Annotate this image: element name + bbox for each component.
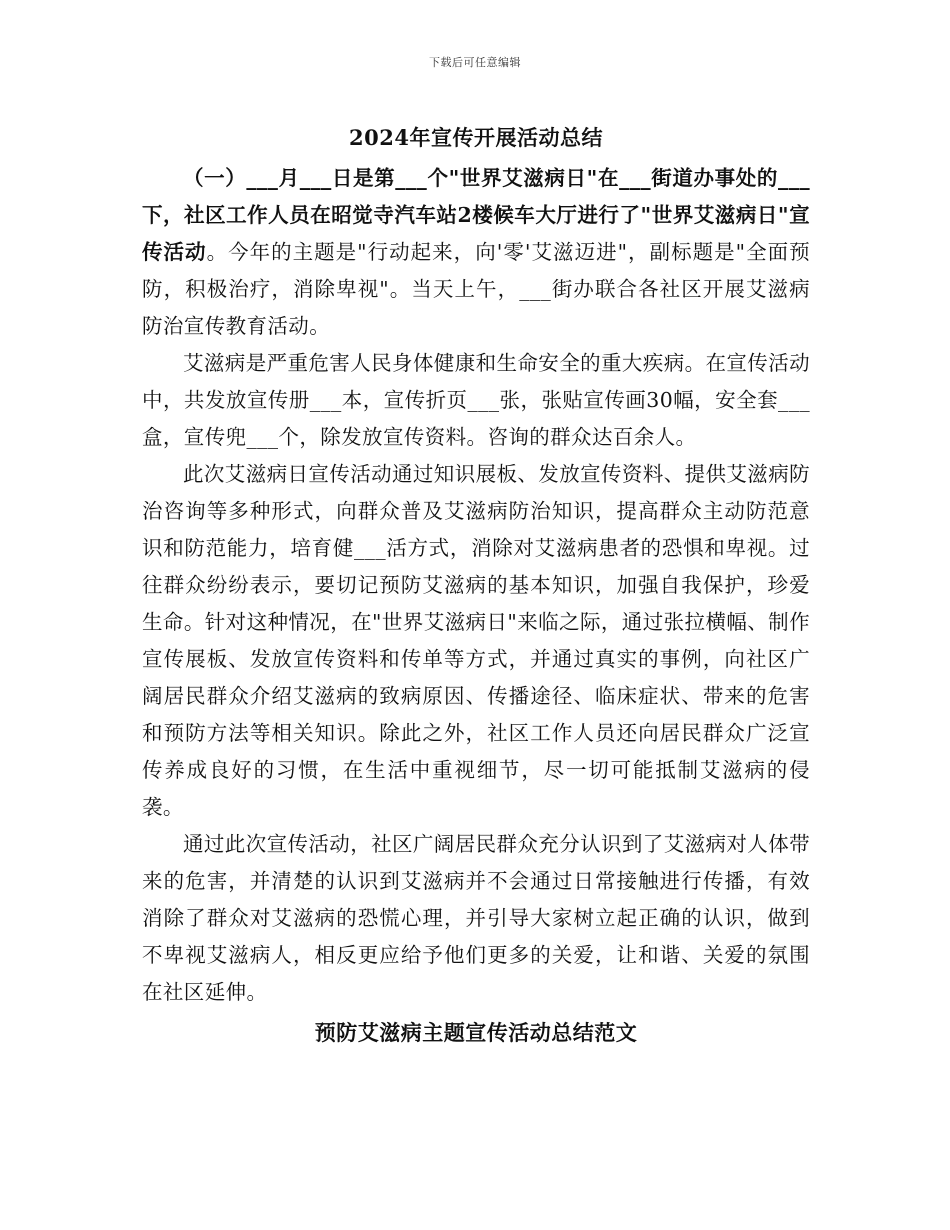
paragraph-4: 通过此次宣传活动，社区广阔居民群众充分认识到了艾滋病对人体带来的危害，并清楚的认识到艾滋病并不会通过日常接触进行传播，有效消除了群众对艾滋病的恐慌心理，并引导大家树立起正确的认识，做到不卑视艾滋病人，相反更应给予他们更多的关爱，让和谐、关爱的氛围在社区延伸。: [142, 832, 810, 1004]
section-title: 预防艾滋病主题宣传活动总结范文: [314, 1020, 638, 1045]
document-title: 2024年宣传开展活动总结: [349, 125, 603, 150]
paragraph-1: [142, 160, 810, 345]
document-body: [142, 118, 810, 1047]
paragraph-3: 此次艾滋病日宣传活动通过知识展板、发放宣传资料、提供艾滋病防治咨询等多种形式，向群众普及艾滋病防治知识，提高群众主动防范意识和防范能力，培育健___活方式，消除对艾滋病患者的恐惧和卑视。过往群众纷纷表示，要切记预防艾滋病的基本知识，加强自我保护，珍爱生命。针对这种情况，在"世界艾滋病日"来临之际，通过张拉横幅、制作宣传展板、发放宣传资料和传单等方式，并通过真实的事例，向社区广阔居民群众介绍艾滋病的致病原因、传播途径、临床症状、带来的危害和预防方法等相关知识。除此之外，社区工作人员还向居民群众广泛宣传养成良好的习惯，在生活中重视细节，尽一切可能抵制艾滋病的侵袭。: [142, 462, 810, 819]
paragraph-1-text: 。今年的主题是"行动起来，向'零'艾滋迈进"，副标题是"全面预防，积极治疗，消除卑视"。当天上午，___街办联合各社区开展艾滋病防治宣传教育活动。: [142, 240, 810, 338]
header-note: 下载后可任意编辑: [429, 56, 521, 69]
paragraph-2: 艾滋病是严重危害人民身体健康和生命安全的重大疾病。在宣传活动中，共发放宣传册___本，宣传折页___张，张贴宣传画30幅，安全套___盒，宣传兜___个，除发放宣传资料。咨询的群众达百余人。: [142, 351, 810, 449]
paragraph-1-bold-lead: （一）___月___日是第___个"世界艾滋病日"在___街道办事处的___下，社区工作人员在昭觉寺汽车站2楼候车大厅进行了"世界艾滋病日"宣传活动: [142, 166, 810, 264]
